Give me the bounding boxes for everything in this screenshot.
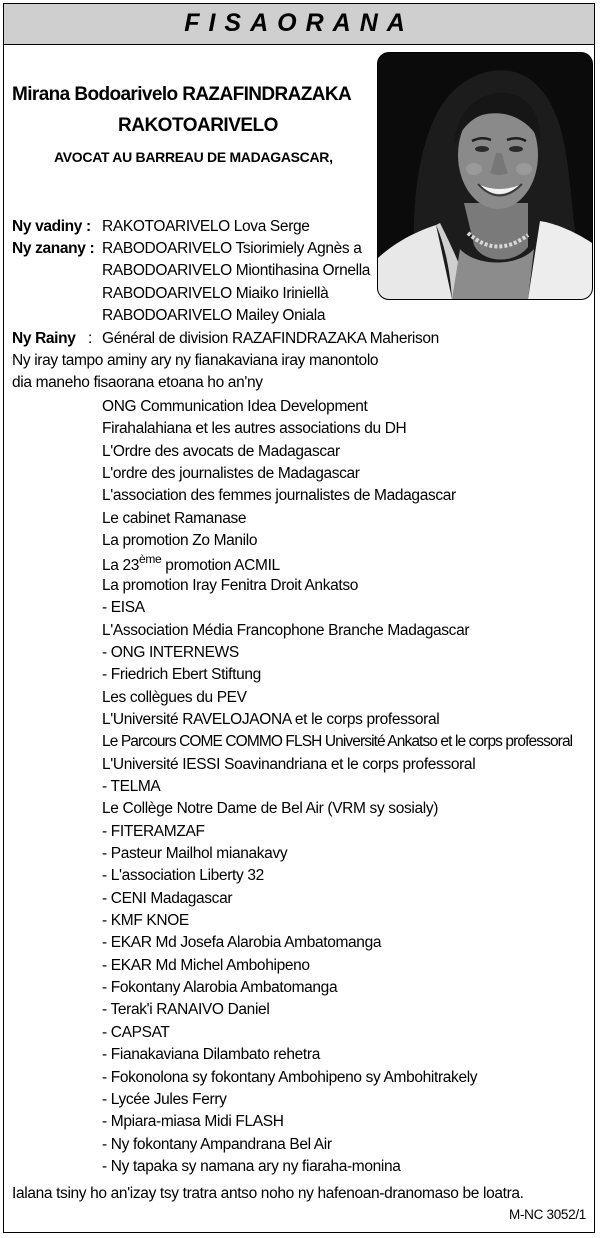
thanks-item-text: - Ny tapaka sy namana ary ny fiaraha-monina <box>102 1158 401 1175</box>
thanks-item-text: - Ny fokontany Ampandrana Bel Air <box>102 1136 332 1153</box>
spouse-name: RAKOTOARIVELO Lova Serge <box>102 218 310 235</box>
thanks-item-text: - Friedrich Ebert Stiftung <box>102 666 261 683</box>
thanks-item-text: - Mpiara-miasa Midi FLASH <box>102 1113 284 1130</box>
thanks-item-text: L'Ordre des avocats de Madagascar <box>102 443 340 460</box>
father-row <box>12 329 439 349</box>
thanks-item-text: - KMF KNOE <box>102 912 189 929</box>
thanks-item <box>102 464 360 484</box>
portrait-photo <box>377 52 593 300</box>
children-label: Ny zanany : <box>12 240 95 257</box>
child-item: RABODOARIVELO Mailey Oniala <box>102 307 326 324</box>
thanks-item-text: - Fokonolona sy fokontany Ambohipeno sy Ambohitrakely <box>102 1069 478 1086</box>
thanks-item <box>102 552 280 576</box>
spouse-row <box>12 217 310 237</box>
thanks-item <box>102 1112 284 1132</box>
thanks-item <box>102 1000 269 1020</box>
thanks-item <box>102 1157 401 1177</box>
thanks-item <box>102 844 287 864</box>
ordinal-suffix: ème <box>139 552 162 566</box>
thanks-item-text: - EKAR Md Josefa Alarobia Ambatomanga <box>102 934 382 951</box>
thanks-item <box>102 419 406 439</box>
thanks-item <box>102 576 358 596</box>
thanks-item <box>102 755 475 775</box>
thanks-item <box>102 1068 477 1088</box>
thanks-item-text: - Terak'i RANAIVO Daniel <box>102 1001 270 1018</box>
portrait-image <box>378 53 592 299</box>
thanks-item-text: - ONG INTERNEWS <box>102 644 239 661</box>
notice-frame <box>3 3 595 1233</box>
intro-line: Ny iray tampo aminy ary ny fianakaviana iray manontolo <box>12 352 379 369</box>
thanks-item <box>102 1135 332 1155</box>
thanks-item-text: L'Université RAVELOJAONA et le corps professoral <box>102 711 440 728</box>
father-label: Ny Rainy <box>12 330 76 347</box>
closing-note: Ialana tsiny ho an'izay tsy tratra antso noho ny hafenoan-dranomaso be loatra. <box>12 1185 524 1202</box>
header-bar <box>4 4 594 45</box>
thanks-item <box>102 643 239 663</box>
thanks-item-text: - Lycée Jules Ferry <box>102 1091 227 1108</box>
thanks-item <box>102 1090 227 1110</box>
thanks-item <box>102 933 381 953</box>
thanks-item-text: - CAPSAT <box>102 1024 170 1041</box>
thanks-item <box>102 732 572 752</box>
thanks-item-text: L'association des femmes journalistes de Madagascar <box>102 487 456 504</box>
thanks-item-text: Les collègues du PEV <box>102 689 247 706</box>
thanks-item-text: L'ordre des journalistes de Madagascar <box>102 465 360 482</box>
thanks-item-text: ONG Communication Idea Development <box>102 398 368 415</box>
thanks-item <box>102 889 232 909</box>
child-item: RABODOARIVELO Tsiorimiely Agnès a <box>102 240 362 257</box>
intro-line: dia maneho fisaorana etoana ho an'ny <box>12 374 263 391</box>
spouse-label: Ny vadiny : <box>12 218 91 235</box>
thanks-item-text: - EISA <box>102 599 145 616</box>
thanks-item <box>102 1023 170 1043</box>
thanks-item <box>102 442 340 462</box>
deceased-name-line1: Mirana Bodoarivelo RAZAFINDRAZAKA <box>12 84 352 105</box>
thanks-item-rest: promotion ACMIL <box>161 557 280 574</box>
thanks-item-text: L'Association Média Francophone Branche Madagascar <box>102 622 470 639</box>
thanks-item-text: - CENI Madagascar <box>102 890 233 907</box>
thanks-item-text: Le Parcours COME COMMO FLSH Université Ankatso et le corps professoral <box>102 733 573 750</box>
thanks-item <box>102 799 438 819</box>
deceased-title: AVOCAT AU BARREAU DE MADAGASCAR, <box>54 149 333 165</box>
thanks-item-text: Le cabinet Ramanase <box>102 510 247 527</box>
page-title: FISAORANA <box>184 9 414 37</box>
thanks-item <box>102 822 205 842</box>
thanks-item-text: - Pasteur Mailhol mianakavy <box>102 845 288 862</box>
thanks-item <box>102 621 469 641</box>
thanks-item <box>102 777 160 797</box>
thanks-item <box>102 397 368 417</box>
thanks-item-text: La promotion Iray Fenitra Droit Ankatso <box>102 577 359 594</box>
thanks-item-text: - L'association Liberty 32 <box>102 867 264 884</box>
thanks-item-text: La promotion Zo Manilo <box>102 532 258 549</box>
thanks-item-text: - TELMA <box>102 778 161 795</box>
thanks-item-text: La 23 <box>102 557 140 574</box>
thanks-item <box>102 956 310 976</box>
thanks-item <box>102 1045 320 1065</box>
reference-code: M-NC 3052/1 <box>509 1207 586 1222</box>
father-colon: : <box>88 330 92 347</box>
thanks-item <box>102 911 189 931</box>
children-row <box>12 239 94 259</box>
thanks-item <box>102 978 337 998</box>
thanks-item <box>102 710 439 730</box>
thanks-item-text: - EKAR Md Michel Ambohipeno <box>102 957 310 974</box>
deceased-name-line2: RAKOTOARIVELO <box>118 115 278 136</box>
thanks-item <box>102 665 261 685</box>
thanks-item-text: - Fokontany Alarobia Ambatomanga <box>102 979 338 996</box>
thanks-item-text: - Fianakaviana Dilambato rehetra <box>102 1046 320 1063</box>
thanks-item-text: Le Collège Notre Dame de Bel Air (VRM sy sosialy) <box>102 800 439 817</box>
thanks-item <box>102 509 246 529</box>
thanks-item-text: Firahalahiana et les autres associations du DH <box>102 420 407 437</box>
thanks-item <box>102 486 456 506</box>
child-item: RABODOARIVELO Miaiko Iriniellà <box>102 285 329 302</box>
thanks-item-text: L'Université IESSI Soavinandriana et le corps professoral <box>102 756 476 773</box>
thanks-item <box>102 531 257 551</box>
thanks-item <box>102 866 264 886</box>
thanks-item <box>102 688 247 708</box>
thanks-item <box>102 598 145 618</box>
father-name: Général de division RAZAFINDRAZAKA Maherison <box>102 330 439 347</box>
thanks-item-text: - FITERAMZAF <box>102 823 205 840</box>
child-item: RABODOARIVELO Miontihasina Ornella <box>102 262 371 279</box>
